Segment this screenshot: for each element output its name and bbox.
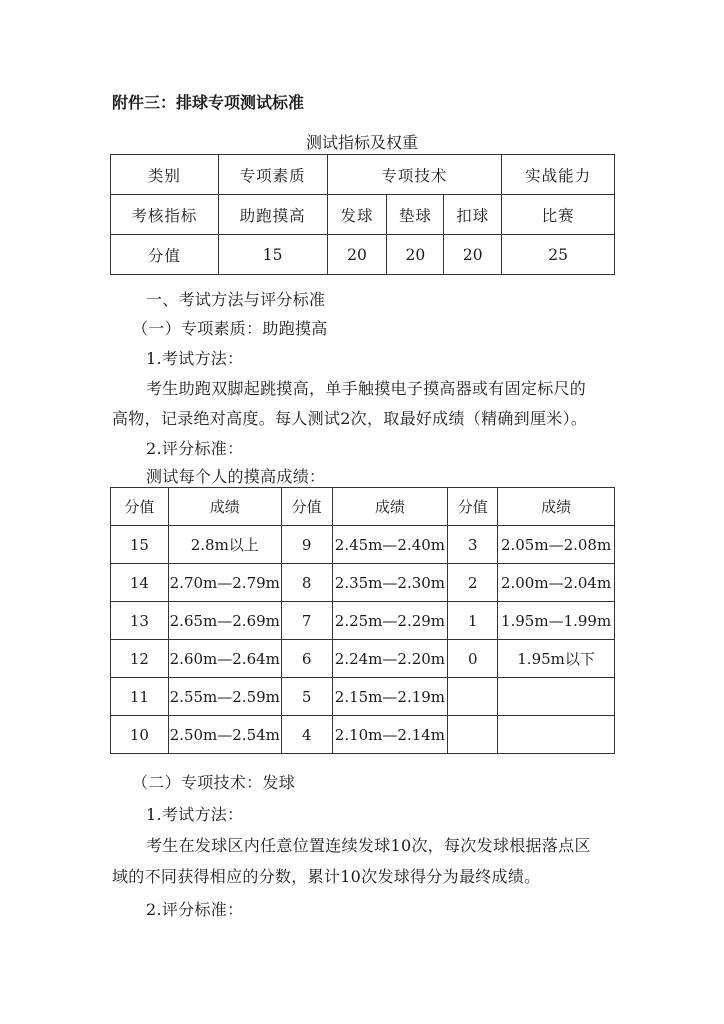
table-cell: 1.95m—1.99m	[498, 602, 615, 640]
table-cell: 11	[111, 678, 169, 716]
table-cell: 2	[448, 564, 498, 602]
column-header: 分值	[448, 488, 498, 526]
table-row	[111, 564, 615, 602]
table-cell: 2.35m—2.30m	[332, 564, 448, 602]
criteria-label: 2.评分标准：	[146, 439, 244, 458]
column-header: 分值	[111, 488, 169, 526]
table-cell	[498, 678, 615, 716]
table-cell: 专项素质	[218, 155, 327, 195]
table-row	[111, 602, 615, 640]
table-cell: 8	[281, 564, 332, 602]
table-cell: 4	[281, 716, 332, 754]
document-title: 附件三：排球专项测试标准	[112, 93, 305, 112]
table-caption: 测试指标及权重	[305, 133, 418, 152]
table-cell: 2.00m—2.04m	[498, 564, 615, 602]
table-cell: 9	[281, 526, 332, 564]
table-cell: 2.60m—2.64m	[168, 640, 281, 678]
table-cell: 类别	[111, 155, 219, 195]
table-cell: 6	[281, 640, 332, 678]
table-row	[111, 235, 615, 275]
table-row	[111, 526, 615, 564]
table-header-row	[111, 488, 615, 526]
table-cell: 扣球	[444, 195, 502, 235]
table-cell	[448, 678, 498, 716]
table-cell: 1.95m以下	[498, 640, 615, 678]
table-row	[111, 640, 615, 678]
table-cell	[448, 716, 498, 754]
table-cell: 25	[502, 235, 615, 275]
subsection-heading: （一）专项素质：助跑摸高	[132, 319, 328, 338]
paragraph-line: 域的不同获得相应的分数，累计10次发球得分为最终成绩。	[112, 867, 541, 886]
table-cell: 2.45m—2.40m	[332, 526, 448, 564]
table-cell: 2.24m—2.20m	[332, 640, 448, 678]
table-row	[111, 678, 615, 716]
table-cell: 7	[281, 602, 332, 640]
table-cell: 20	[444, 235, 502, 275]
table-cell: 助跑摸高	[218, 195, 327, 235]
column-header: 分值	[281, 488, 332, 526]
table-cell: 15	[218, 235, 327, 275]
table-cell: 比赛	[502, 195, 615, 235]
table-cell: 2.25m—2.29m	[332, 602, 448, 640]
table-cell: 实战能力	[502, 155, 615, 195]
table-cell: 发球	[327, 195, 387, 235]
paragraph-line: 考生在发球区内任意位置连续发球10次，每次发球根据落点区	[146, 836, 591, 855]
paragraph-line: 考生助跑双脚起跳摸高，单手触摸电子摸高器或有固定标尺的	[146, 379, 587, 398]
table-cell: 10	[111, 716, 169, 754]
column-header: 成绩	[498, 488, 615, 526]
column-header: 成绩	[332, 488, 448, 526]
table-cell: 2.15m—2.19m	[332, 678, 448, 716]
section-heading: 一、考试方法与评分标准	[146, 290, 326, 309]
table-cell: 3	[448, 526, 498, 564]
table-cell: 1	[448, 602, 498, 640]
table-cell: 2.55m—2.59m	[168, 678, 281, 716]
table-cell: 专项技术	[327, 155, 502, 195]
table-cell: 2.8m以上	[168, 526, 281, 564]
score-table	[110, 487, 615, 754]
table-cell: 2.65m—2.69m	[168, 602, 281, 640]
table-cell: 考核指标	[111, 195, 219, 235]
table-cell: 15	[111, 526, 169, 564]
method-label: 1.考试方法：	[146, 805, 244, 824]
table-cell: 5	[281, 678, 332, 716]
table-row	[111, 716, 615, 754]
table-cell: 垫球	[387, 195, 444, 235]
subsection-heading: （二）专项技术：发球	[132, 773, 296, 792]
table-cell: 12	[111, 640, 169, 678]
table-cell: 2.50m—2.54m	[168, 716, 281, 754]
table-cell: 20	[387, 235, 444, 275]
criteria-intro: 测试每个人的摸高成绩：	[146, 467, 326, 486]
table-row	[111, 155, 615, 195]
table-cell: 0	[448, 640, 498, 678]
table-cell: 20	[327, 235, 387, 275]
table-row	[111, 195, 615, 235]
paragraph-line: 高物，记录绝对高度。每人测试2次，取最好成绩（精确到厘米）。	[112, 409, 588, 428]
column-header: 成绩	[168, 488, 281, 526]
table-cell	[498, 716, 615, 754]
table-cell: 13	[111, 602, 169, 640]
table-cell: 2.10m—2.14m	[332, 716, 448, 754]
table-cell: 分值	[111, 235, 219, 275]
table-cell: 14	[111, 564, 169, 602]
weights-table	[110, 154, 615, 275]
table-cell: 2.05m—2.08m	[498, 526, 615, 564]
table-cell: 2.70m—2.79m	[168, 564, 281, 602]
method-label: 1.考试方法：	[146, 349, 244, 368]
criteria-label: 2.评分标准：	[146, 900, 244, 919]
